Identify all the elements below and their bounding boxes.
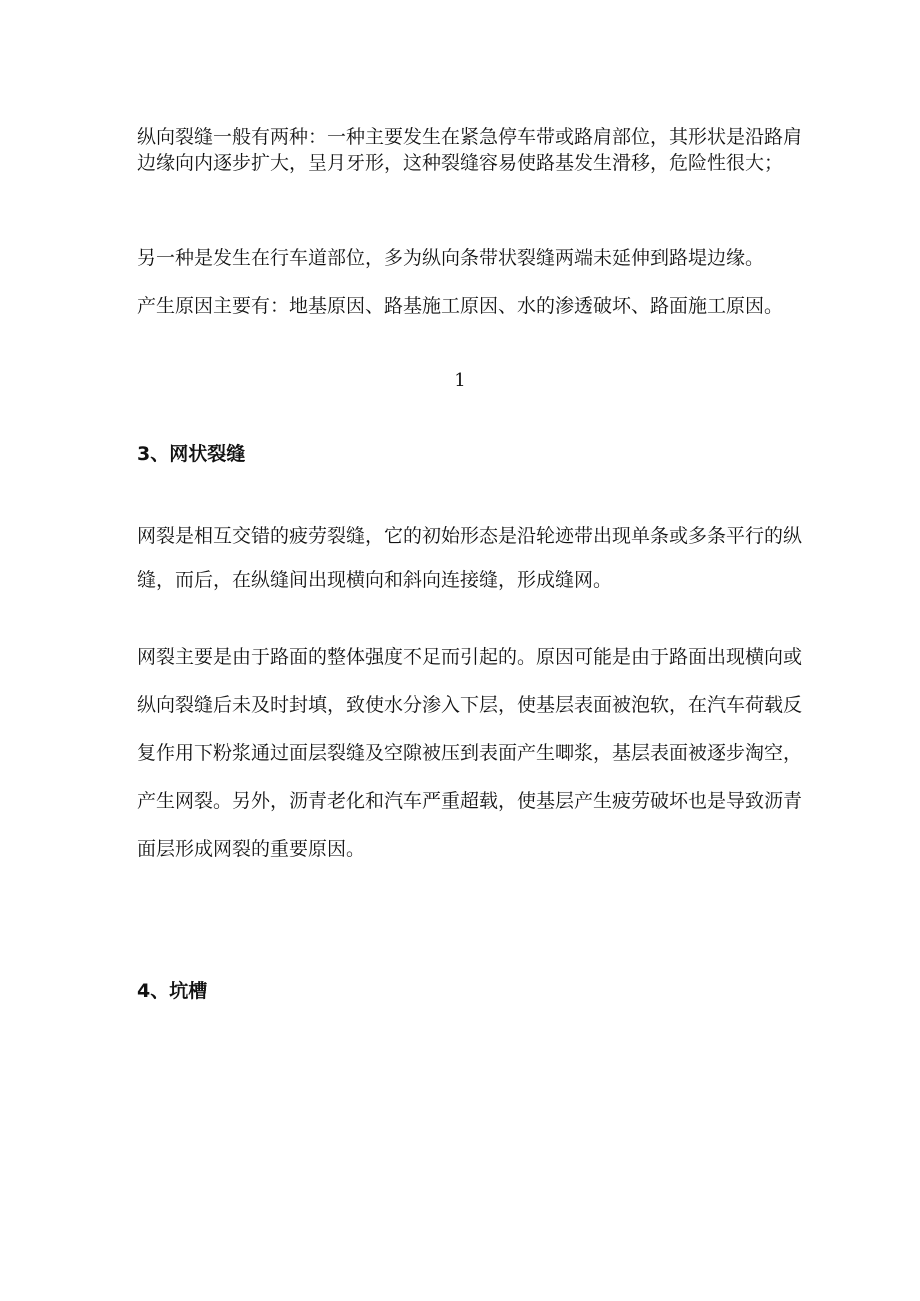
paragraph-network-crack-causes: 网裂主要是由于路面的整体强度不足而引起的。原因可能是由于路面出现横向或纵向裂缝后未及时封填，致使水分渗入下层，使基层表面被泡软，在汽车荷载反复作用下粉浆通过面层裂缝及空隙被压到表面产生唧浆，基层表面被逐步淘空，产生网裂。另外，沥青老化和汽车严重超载，使基层产生疲劳破坏也是导致沥青面层形成网裂的重要原因。 [137, 646, 803, 860]
paragraph-longitudinal-crack-types: 纵向裂缝一般有两种：一种主要发生在紧急停车带或路肩部位，其形状是沿路肩边缘向内逐步扩大，呈月牙形，这种裂缝容易使路基发生滑移，危险性很大； [137, 126, 803, 174]
paragraph-causes: 产生原因主要有：地基原因、路基施工原因、水的渗透破坏、路面施工原因。 [137, 295, 784, 317]
paragraph-lane-crack: 另一种是发生在行车道部位，多为纵向条带状裂缝两端未延伸到路堤边缘。 [137, 247, 765, 269]
paragraph-network-crack-definition: 网裂是相互交错的疲劳裂缝，它的初始形态是沿轮迹带出现单条或多条平行的纵缝，而后，在纵缝间出现横向和斜向连接缝，形成缝网。 [137, 525, 803, 591]
section-heading-potholes: 4、坑槽 [137, 980, 208, 1002]
page-number: 1 [454, 370, 466, 391]
section-heading-network-cracks: 3、网状裂缝 [137, 443, 246, 465]
